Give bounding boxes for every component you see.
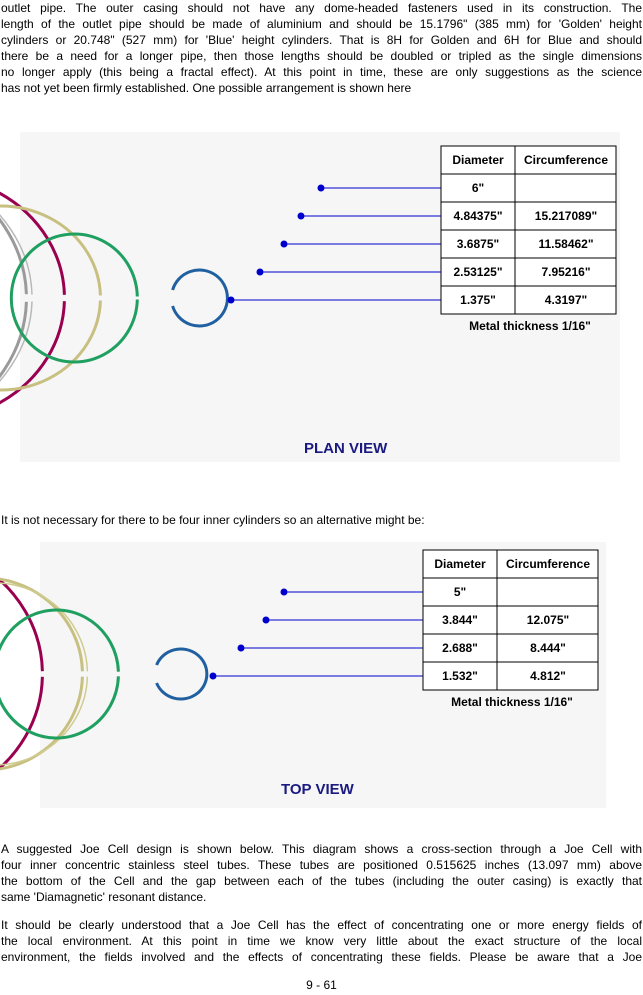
intro-line: has not yet been firmly established. One possible arrangement is shown here bbox=[1, 81, 412, 95]
pointer-dot bbox=[263, 617, 269, 623]
suggested-line: the bottom of the Cell and the gap between each of the tubes (including the outer casing) is exactly that bbox=[1, 874, 642, 888]
table-cell: 12.075" bbox=[526, 613, 570, 627]
table-cell: 3.6875" bbox=[456, 237, 500, 251]
table-header-circumference: Circumference bbox=[505, 557, 591, 571]
intro-paragraph bbox=[1, 0, 642, 96]
pointer-dot bbox=[238, 645, 244, 651]
table-cell: 15.217089" bbox=[534, 209, 598, 223]
pointer-dot bbox=[318, 185, 324, 191]
table-header-diameter: Diameter bbox=[452, 153, 504, 167]
pointer-dot bbox=[228, 297, 234, 303]
suggested-line: same 'Diamagnetic' resonant distance. bbox=[1, 890, 207, 904]
suggested-design-paragraph bbox=[1, 841, 642, 905]
intro-line: outlet pipe. The outer casing should not have any dome-headed fasteners used in its construction. The bbox=[1, 1, 642, 15]
closing-line: environment, the fields involved and the effects of concentrating these fields. Please be aware that a Joe bbox=[1, 950, 642, 964]
table-header-circumference: Circumference bbox=[523, 153, 609, 167]
table-cell: 1.532" bbox=[442, 669, 478, 683]
plan-view-figure bbox=[0, 130, 643, 466]
intro-line: there be a need for a longer pipe, then those lengths should be doubled or tripled as the single dimensions bbox=[1, 49, 642, 63]
pointer-dot bbox=[281, 241, 287, 247]
plan-view-label: PLAN VIEW bbox=[304, 440, 388, 457]
top-view-figure bbox=[0, 540, 643, 810]
table-cell: 2.688" bbox=[442, 641, 478, 655]
table-cell: 11.58462" bbox=[538, 237, 594, 251]
alternative-sentence bbox=[1, 512, 642, 528]
table-cell: 4.3197" bbox=[544, 293, 588, 307]
table-cell: 5" bbox=[453, 585, 467, 599]
table-cell: 4.812" bbox=[530, 669, 566, 683]
intro-line: length of the outlet pipe should be made of aluminium and should be 15.1796" (385 mm) for 'Golden' height bbox=[1, 17, 642, 31]
table-header-diameter: Diameter bbox=[434, 557, 486, 571]
intro-line: no longer apply (this being a fractal effect). At this point in time, these are only suggestions as the science bbox=[1, 65, 642, 79]
pointer-dot bbox=[281, 589, 287, 595]
metal-thickness-caption: Metal thickness 1/16" bbox=[451, 695, 573, 709]
intro-line: cylinders or 20.748" (527 mm) for 'Blue' height cylinders. That is 8H for Golden and 6H for Blue and should bbox=[1, 33, 642, 47]
page-number: 9 - 61 bbox=[306, 978, 337, 992]
top-view-label: TOP VIEW bbox=[281, 781, 354, 798]
closing-paragraph bbox=[1, 917, 642, 965]
suggested-line: four inner concentric stainless steel tubes. These tubes are positioned 0.515625 inches (13.097 mm) above bbox=[1, 858, 642, 872]
table-cell: 3.844" bbox=[442, 613, 478, 627]
table-cell: 2.53125" bbox=[453, 265, 503, 279]
alternative-text: It is not necessary for there to be four inner cylinders so an alternative might be: bbox=[1, 513, 425, 527]
suggested-line: A suggested Joe Cell design is shown below. This diagram shows a cross-section through a Joe Cell with bbox=[1, 842, 642, 856]
closing-line: the local environment. At this point in time we know very little about the exact structure of the local bbox=[1, 934, 642, 948]
metal-thickness-caption: Metal thickness 1/16" bbox=[469, 319, 591, 333]
closing-line: It should be clearly understood that a Joe Cell has the effect of concentrating one or more energy fields of bbox=[1, 918, 642, 932]
pointer-dot bbox=[210, 673, 216, 679]
table-cell: 1.375" bbox=[460, 293, 496, 307]
pointer-dot bbox=[298, 213, 304, 219]
pointer-dot bbox=[257, 269, 263, 275]
table-cell: 8.444" bbox=[530, 641, 566, 655]
plan-view-table bbox=[441, 146, 616, 314]
table-cell: 7.95216" bbox=[541, 265, 591, 279]
table-cell: 4.84375" bbox=[453, 209, 503, 223]
table-cell: 6" bbox=[471, 181, 485, 195]
